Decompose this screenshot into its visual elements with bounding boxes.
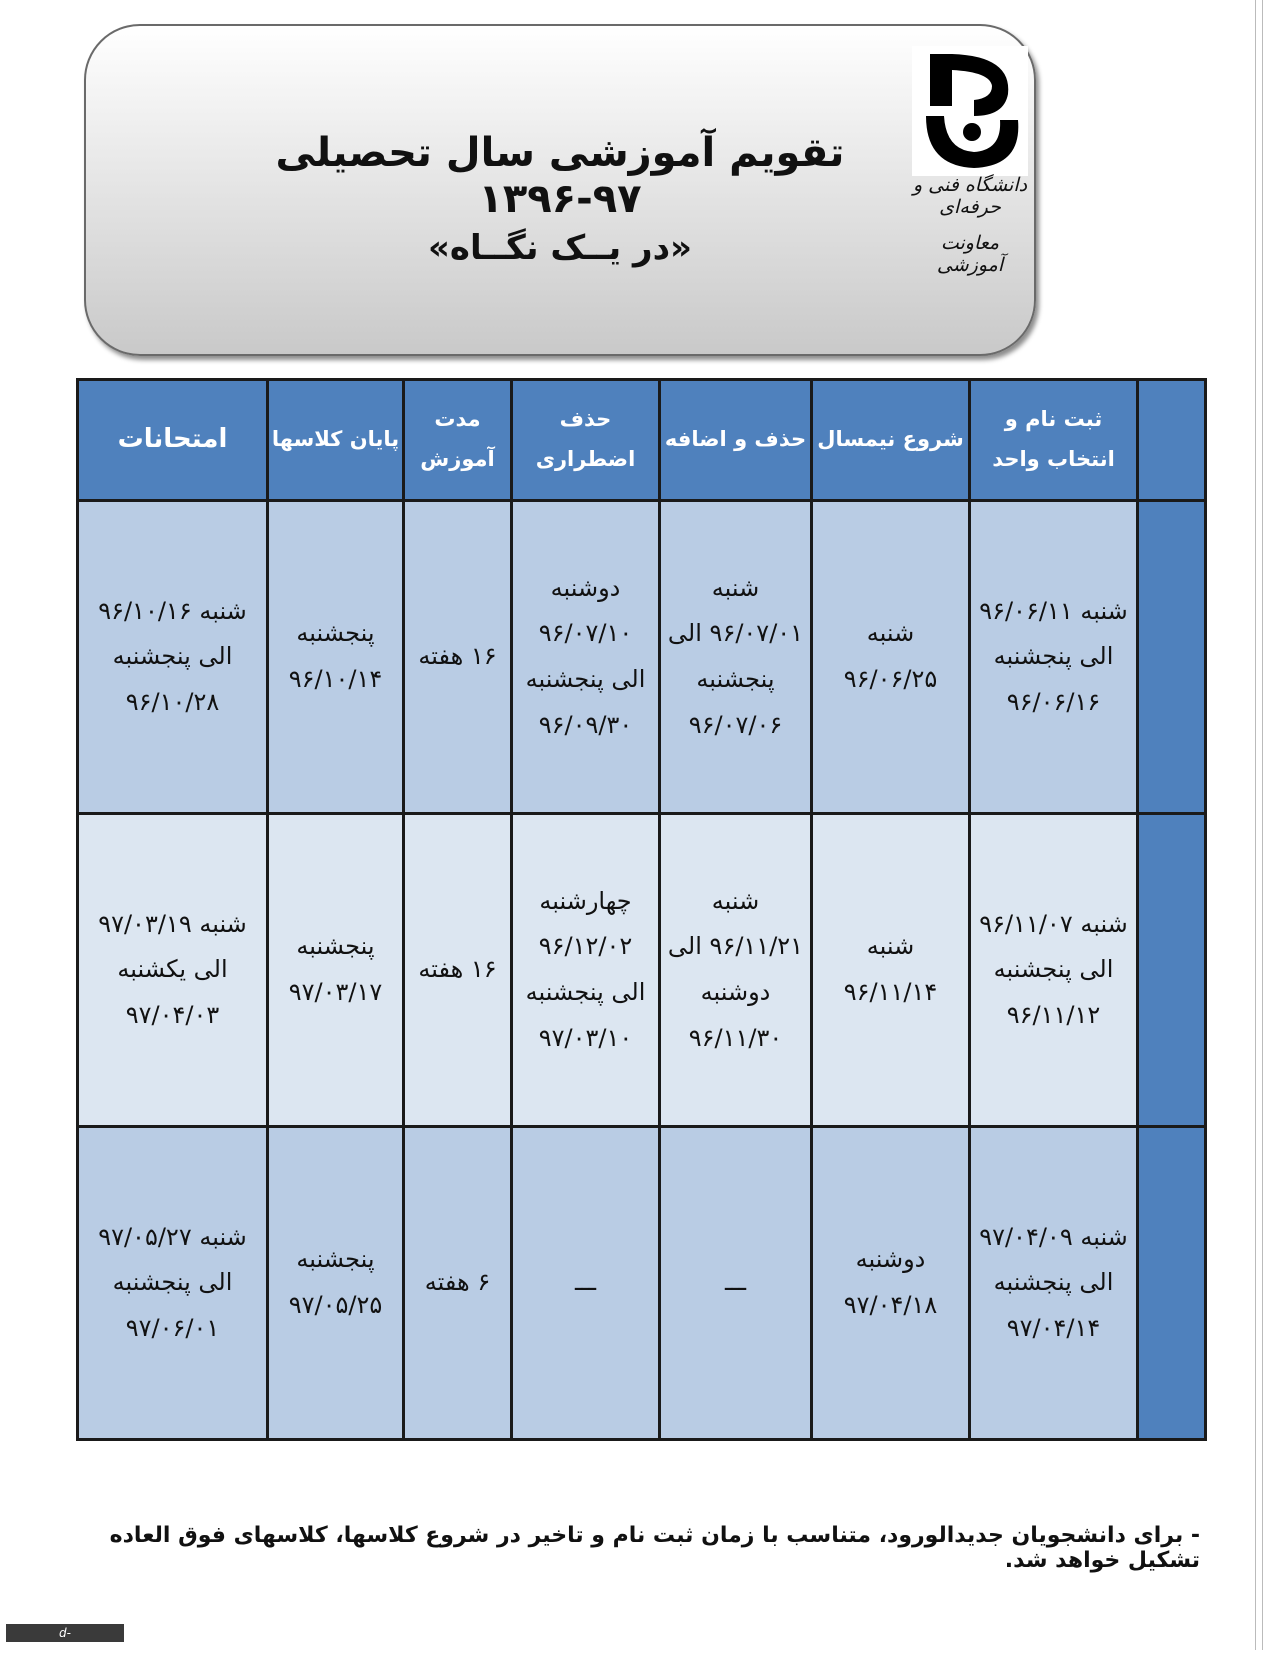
row-stub (1138, 814, 1206, 1127)
cell-emergency-drop: چهارشنبه ۹۶/۱۲/۰۲ الی پنجشنبه ۹۷/۰۳/۱۰ (512, 814, 660, 1127)
header-exams: امتحانات (78, 380, 268, 501)
cell-registration: شنبه ۹۷/۰۴/۰۹ الی پنجشنبه ۹۷/۰۴/۱۴ (970, 1127, 1138, 1440)
header-classes-end: پایان کلاسها (268, 380, 404, 501)
header-duration: مدت آموزش (404, 380, 512, 501)
table-row (78, 814, 1206, 1127)
cell-duration: ۶ هفته (404, 1127, 512, 1440)
cell-registration: شنبه ۹۶/۰۶/۱۱ الی پنجشنبه ۹۶/۰۶/۱۶ (970, 501, 1138, 814)
table-row (78, 501, 1206, 814)
cell-semester-start: شنبه ۹۶/۱۱/۱۴ (812, 814, 970, 1127)
logo-department-name: معاونت آموزشی (936, 232, 1004, 276)
cell-add-drop: شنبه ۹۶/۰۷/۰۱ الی پنجشنبه ۹۶/۰۷/۰۶ (660, 501, 812, 814)
header-registration: ثبت نام و انتخاب واحد (970, 380, 1138, 501)
header-emergency-drop: حذف اضطراری (512, 380, 660, 501)
cell-semester-start: شنبه ۹۶/۰۶/۲۵ (812, 501, 970, 814)
row-stub (1138, 501, 1206, 814)
watermark-badge: d-maragheh.tvu.ac.ir (7, 1626, 123, 1658)
cell-exams: شنبه ۹۷/۰۳/۱۹ الی یکشنبه ۹۷/۰۴/۰۳ (78, 814, 268, 1127)
cell-emergency-drop: ـــ (512, 1127, 660, 1440)
cell-classes-end: پنجشنبه ۹۶/۱۰/۱۴ (268, 501, 404, 814)
table-row (78, 1127, 1206, 1440)
row-stub (1138, 1127, 1206, 1440)
academic-calendar-table (76, 378, 1207, 1441)
header-add-drop: حذف و اضافه (660, 380, 812, 501)
logo-university-name: دانشگاه فنی و حرفه‌ای (912, 174, 1028, 218)
university-logo-icon (912, 46, 1028, 176)
header-stub (1138, 380, 1206, 501)
page-title: تقویم آموزشی سال تحصیلی ۹۷-۱۳۹۶ (275, 130, 845, 222)
cell-duration: ۱۶ هفته (404, 814, 512, 1127)
table-header-row (78, 380, 1206, 501)
page-subtitle: «در یــک نگــاه» (427, 228, 693, 268)
cell-emergency-drop: دوشنبه ۹۶/۰۷/۱۰ الی پنجشنبه ۹۶/۰۹/۳۰ (512, 501, 660, 814)
cell-add-drop: شنبه ۹۶/۱۱/۲۱ الی دوشنبه ۹۶/۱۱/۳۰ (660, 814, 812, 1127)
cell-semester-start: دوشنبه ۹۷/۰۴/۱۸ (812, 1127, 970, 1440)
header-semester-start: شروع نیمسال (812, 380, 970, 501)
cell-exams: شنبه ۹۷/۰۵/۲۷ الی پنجشنبه ۹۷/۰۶/۰۱ (78, 1127, 268, 1440)
cell-add-drop: ـــ (660, 1127, 812, 1440)
cell-classes-end: پنجشنبه ۹۷/۰۵/۲۵ (268, 1127, 404, 1440)
footnote: - برای دانشجویان جدیدالورود، متناسب با زمان ثبت نام و تاخیر در شروع کلاسها، کلاسهای فوق العاده تشکیل خواهد شد. (109, 1523, 1200, 1573)
cell-exams: شنبه ۹۶/۱۰/۱۶ الی پنجشنبه ۹۶/۱۰/۲۸ (78, 501, 268, 814)
page-edge-rule (1255, 0, 1263, 1650)
cell-classes-end: پنجشنبه ۹۷/۰۳/۱۷ (268, 814, 404, 1127)
cell-duration: ۱۶ هفته (404, 501, 512, 814)
cell-registration: شنبه ۹۶/۱۱/۰۷ الی پنجشنبه ۹۶/۱۱/۱۲ (970, 814, 1138, 1127)
